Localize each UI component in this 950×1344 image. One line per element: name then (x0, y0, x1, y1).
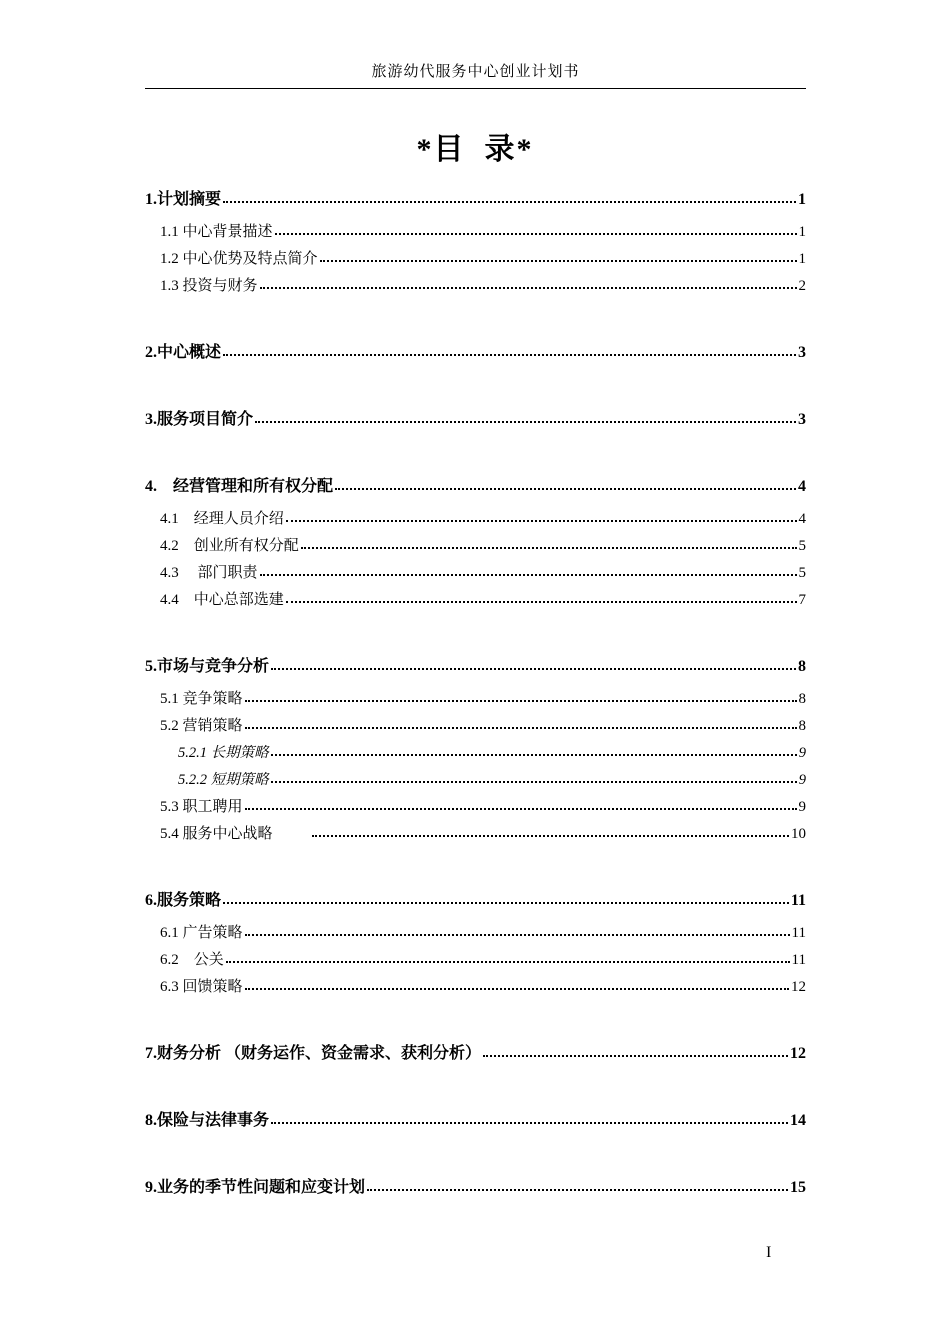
footer-page-number: I (766, 1244, 772, 1261)
toc-entry-label: 1.2 中心优势及特点简介 (160, 251, 318, 267)
toc-entry-label: 5.市场与竞争分析 (145, 658, 270, 675)
toc-dot-leader (335, 488, 796, 490)
toc-dot-leader (271, 781, 797, 783)
toc-entry-label: 1.计划摘要 (145, 191, 222, 208)
toc-entry[interactable] (145, 506, 806, 533)
toc-entry[interactable] (145, 533, 806, 560)
toc-entry-label: 3.服务项目简介 (145, 411, 254, 428)
toc-entry-label: 5.2.2 短期策略 (178, 772, 269, 788)
toc-dot-leader (286, 520, 797, 522)
toc-entry-page-number: 15 (790, 1179, 806, 1196)
toc-entry-label: 5.2 营销策略 (160, 718, 243, 734)
toc-dot-leader (301, 547, 797, 549)
toc-dot-leader (312, 835, 789, 837)
toc-dot-leader (260, 574, 797, 576)
toc-dot-leader (245, 727, 797, 729)
toc-entry[interactable] (145, 740, 806, 767)
toc-section (145, 1107, 806, 1135)
toc-entry-page-number: 3 (798, 344, 806, 361)
toc-entry-page-number: 1 (798, 191, 806, 208)
toc-dot-leader (223, 902, 789, 904)
toc-entry-page-number: 1 (798, 251, 806, 267)
toc-entry-page-number: 10 (791, 826, 806, 842)
toc-section (145, 186, 806, 300)
toc-title: *目 录* (416, 133, 534, 166)
toc-entry-label: 8.保险与法律事务 (145, 1112, 270, 1129)
toc-dot-leader (367, 1189, 788, 1191)
toc-entry-page-number: 12 (791, 979, 806, 995)
header-title: 旅游幼代服务中心创业计划书 (371, 64, 580, 80)
toc-entry[interactable] (145, 1040, 806, 1068)
toc-entry-label: 5.2.1 长期策略 (178, 745, 269, 761)
toc-entry-page-number: 8 (798, 658, 806, 675)
toc-entry[interactable] (145, 947, 806, 974)
toc-dot-leader (245, 988, 789, 990)
toc-entry[interactable] (145, 339, 806, 367)
toc-entry-label: 1.1 中心背景描述 (160, 224, 273, 240)
toc-list (145, 186, 806, 1202)
document-header (145, 60, 806, 89)
toc-entry[interactable] (145, 219, 806, 246)
toc-section (145, 339, 806, 367)
toc-entry-label: 4.4 中心总部选建 (160, 592, 284, 608)
toc-entry-label: 4.3 部门职责 (160, 565, 258, 581)
toc-entry[interactable] (145, 713, 806, 740)
toc-entry-page-number: 11 (790, 892, 806, 909)
toc-dot-leader (245, 808, 797, 810)
toc-entry-label: 5.3 职工聘用 (160, 799, 243, 815)
toc-entry[interactable] (145, 821, 806, 848)
toc-entry-label: 2.中心概述 (145, 344, 222, 361)
toc-section (145, 473, 806, 614)
toc-entry[interactable] (145, 560, 806, 587)
toc-entry-page-number: 2 (798, 278, 806, 294)
toc-entry-page-number: 9 (798, 745, 806, 761)
toc-entry-label: 4.2 创业所有权分配 (160, 538, 299, 554)
toc-dot-leader (245, 700, 797, 702)
toc-entry-page-number: 4 (798, 478, 806, 495)
toc-section (145, 653, 806, 848)
toc-dot-leader (271, 1122, 788, 1124)
toc-section (145, 1174, 806, 1202)
toc-dot-leader (275, 233, 797, 235)
toc-dot-leader (255, 421, 796, 423)
toc-entry[interactable] (145, 473, 806, 501)
toc-entry[interactable] (145, 920, 806, 947)
toc-entry[interactable] (145, 406, 806, 434)
toc-entry[interactable] (145, 794, 806, 821)
toc-entry-label: 4.1 经理人员介绍 (160, 511, 284, 527)
toc-dot-leader (260, 287, 797, 289)
toc-entry[interactable] (145, 653, 806, 681)
toc-dot-leader (320, 260, 797, 262)
toc-entry-page-number: 8 (798, 691, 806, 707)
toc-entry-label: 6.2 公关 (160, 952, 224, 968)
toc-dot-leader (271, 754, 797, 756)
toc-entry-page-number: 3 (798, 411, 806, 428)
toc-entry[interactable] (145, 186, 806, 214)
toc-section (145, 887, 806, 1001)
toc-section (145, 1040, 806, 1068)
toc-entry[interactable] (145, 767, 806, 794)
toc-entry-label: 5.1 竞争策略 (160, 691, 243, 707)
toc-entry-page-number: 9 (798, 799, 806, 815)
toc-section (145, 406, 806, 434)
toc-entry[interactable] (145, 587, 806, 614)
toc-entry[interactable] (145, 273, 806, 300)
toc-entry-page-number: 9 (798, 772, 806, 788)
toc-entry-page-number: 1 (798, 224, 806, 240)
toc-entry-label: 9.业务的季节性问题和应变计划 (145, 1179, 366, 1196)
toc-entry-page-number: 7 (798, 592, 806, 608)
toc-entry[interactable] (145, 887, 806, 915)
toc-dot-leader (483, 1055, 788, 1057)
toc-entry[interactable] (145, 246, 806, 273)
toc-dot-leader (245, 934, 790, 936)
toc-entry[interactable] (145, 974, 806, 1001)
toc-entry-page-number: 4 (798, 511, 806, 527)
toc-entry[interactable] (145, 1107, 806, 1135)
toc-dot-leader (271, 668, 796, 670)
toc-entry-label: 4. 经营管理和所有权分配 (145, 478, 334, 495)
toc-entry[interactable] (145, 1174, 806, 1202)
toc-entry-page-number: 5 (798, 565, 806, 581)
toc-entry-page-number: 11 (791, 925, 806, 941)
toc-entry-page-number: 11 (791, 952, 806, 968)
toc-entry-page-number: 12 (790, 1045, 806, 1062)
toc-dot-leader (226, 961, 790, 963)
toc-entry-label: 6.3 回馈策略 (160, 979, 243, 995)
toc-entry-page-number: 5 (798, 538, 806, 554)
toc-dot-leader (223, 201, 796, 203)
toc-entry-label: 6.1 广告策略 (160, 925, 243, 941)
toc-entry[interactable] (145, 686, 806, 713)
toc-entry-page-number: 14 (790, 1112, 806, 1129)
toc-dot-leader (286, 601, 797, 603)
toc-entry-label: 7.财务分析 （财务运作、资金需求、获利分析） (145, 1045, 482, 1062)
toc-entry-label: 1.3 投资与财务 (160, 278, 258, 294)
toc-entry-label: 6.服务策略 (145, 892, 222, 909)
toc-entry-page-number: 8 (798, 718, 806, 734)
toc-dot-leader (223, 354, 796, 356)
toc-entry-label: 5.4 服务中心战略 (160, 826, 311, 842)
